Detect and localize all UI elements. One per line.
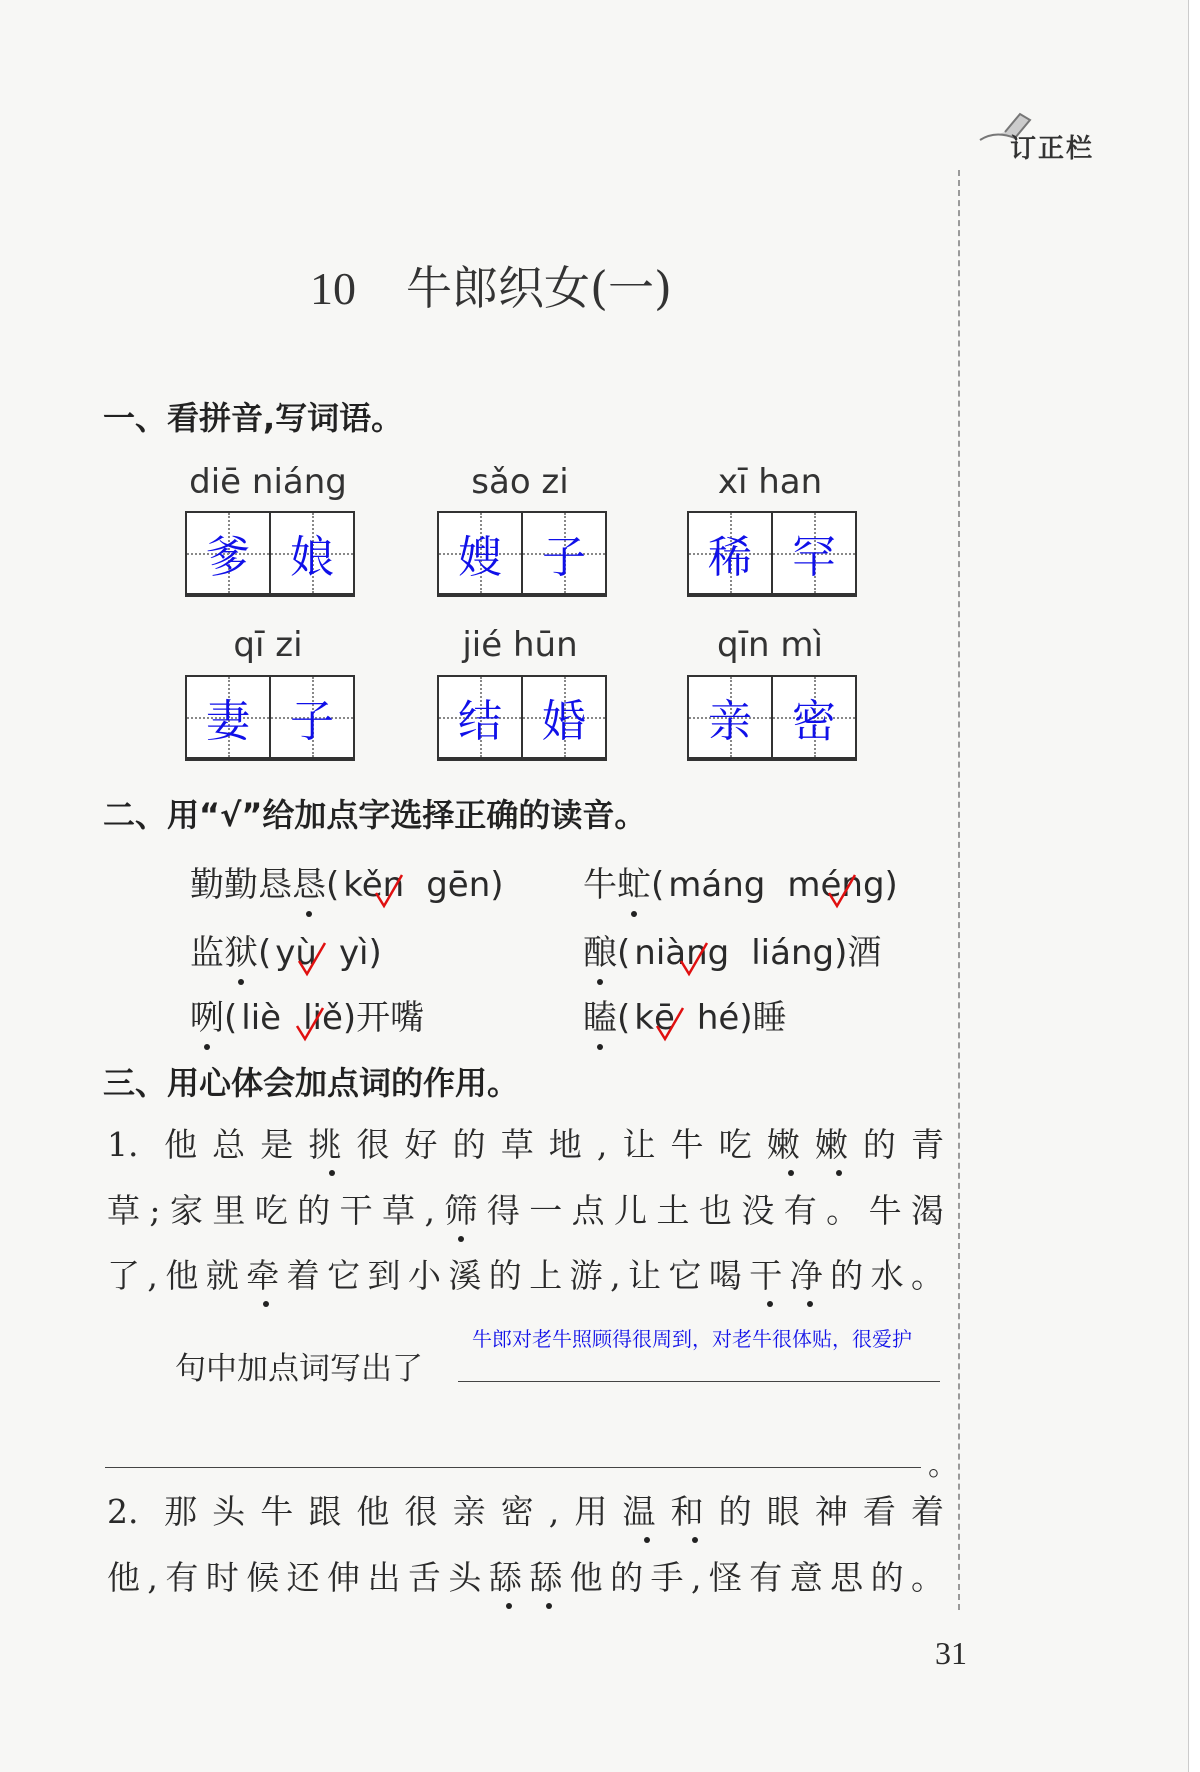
- lesson-name: 牛郎织女(一): [406, 261, 672, 315]
- text-segment: 了,他就: [107, 1256, 247, 1295]
- text-segment: 的眼神看着: [718, 1492, 945, 1531]
- pinyin-option[interactable]: yì: [338, 933, 369, 973]
- pinyin-label: qī zi: [233, 625, 303, 665]
- writing-box[interactable]: [687, 511, 857, 597]
- pinyin-option[interactable]: liáng: [751, 933, 835, 973]
- handwritten-answer: 亲: [708, 696, 752, 747]
- text-segment: 很好的草地,让牛吃: [356, 1125, 767, 1164]
- word-suffix: 开嘴: [356, 998, 425, 1038]
- choice-item: 瞌( kē hé)睡: [583, 990, 787, 1039]
- pinyin-label: diē niáng: [189, 462, 347, 502]
- text-segment: 2. 那头牛跟他很亲密,用: [107, 1492, 623, 1531]
- paragraph-line: [107, 1558, 945, 1597]
- answer-end-period: 。: [928, 1448, 958, 1483]
- writing-box[interactable]: [437, 511, 607, 597]
- section1-heading: 一、看拼音,写词语。: [103, 399, 404, 437]
- writing-cell: [269, 677, 353, 757]
- writing-cell: [771, 513, 855, 593]
- choice-item: 酿( niàng liáng)酒: [583, 925, 881, 974]
- text-segment: 的青: [862, 1125, 945, 1164]
- emphasized-character: 嫩: [766, 1125, 815, 1164]
- text-segment: 1. 他总是: [107, 1125, 309, 1164]
- paragraph-line: [107, 1256, 945, 1295]
- checkmark-icon: [297, 941, 327, 977]
- writing-cell: [439, 677, 521, 757]
- paragraph-line: [107, 1492, 945, 1531]
- word-prefix: 监: [190, 933, 224, 973]
- writing-cell: [771, 677, 855, 757]
- question1-prompt: 句中加点词写出了: [175, 1351, 423, 1387]
- pinyin-option[interactable]: yù: [275, 933, 317, 973]
- dotted-character: 咧: [190, 998, 224, 1038]
- pinyin-option[interactable]: méng: [787, 865, 885, 905]
- word-suffix: 酒: [847, 933, 882, 973]
- choice-item: 勤勤恳恳( kěn gēn): [190, 857, 504, 906]
- page-number: 31: [935, 1635, 967, 1671]
- page-edge: [1188, 0, 1200, 1772]
- pinyin-label: jié hūn: [462, 625, 578, 665]
- writing-cell: [187, 677, 269, 757]
- writing-cell: [269, 513, 353, 593]
- choice-item: 咧( liè liě )开嘴: [190, 990, 424, 1039]
- pinyin-option[interactable]: niàng: [634, 933, 730, 973]
- pinyin-label: xī han: [717, 462, 823, 502]
- emphasized-character: 和: [670, 1492, 719, 1531]
- writing-cell: [187, 513, 269, 593]
- emphasized-character: 挑: [308, 1125, 357, 1164]
- writing-cell: [689, 677, 771, 757]
- pinyin-option[interactable]: gēn: [426, 865, 491, 905]
- emphasized-character: 净: [789, 1256, 831, 1295]
- emphasized-character: 牵: [246, 1256, 287, 1295]
- paragraph-line: [107, 1191, 945, 1230]
- handwritten-answer: 稀: [708, 532, 752, 583]
- dotted-character: 狱: [224, 933, 258, 973]
- lesson-title: [310, 252, 672, 318]
- writing-cell: [439, 513, 521, 593]
- word-prefix: 勤勤恳: [190, 865, 292, 905]
- word-suffix: 睡: [752, 998, 787, 1038]
- writing-box[interactable]: [185, 511, 355, 597]
- checkmark-icon: [827, 873, 857, 909]
- handwritten-answer: 娘: [290, 532, 334, 583]
- pinyin-option[interactable]: liè: [241, 998, 282, 1038]
- handwritten-answer: 婚: [542, 696, 586, 747]
- writing-box[interactable]: [687, 675, 857, 761]
- pinyin-label: sǎo zi: [471, 462, 569, 502]
- handwritten-answer: 密: [792, 696, 836, 747]
- checkmark-icon: [374, 873, 404, 909]
- checkmark-icon: [679, 941, 709, 977]
- pinyin-option[interactable]: liě: [303, 998, 343, 1038]
- text-segment: 他的手,怪有意思的。: [569, 1558, 945, 1597]
- handwritten-answer: 结: [458, 696, 502, 747]
- handwritten-answer: 妻: [206, 696, 250, 747]
- text-segment: 的水。: [830, 1256, 945, 1295]
- dotted-character: 瞌: [583, 998, 617, 1038]
- emphasized-character: 舔: [529, 1558, 570, 1597]
- handwritten-answer: 罕: [792, 532, 836, 583]
- pinyin-option[interactable]: kěn: [343, 865, 405, 905]
- dotted-character: 恳: [292, 865, 326, 905]
- handwritten-answer: 子: [290, 696, 334, 747]
- emphasized-character: 嫩: [814, 1125, 863, 1164]
- pinyin-option[interactable]: máng: [668, 865, 766, 905]
- choice-item: 牛虻( máng méng ): [583, 857, 898, 906]
- writing-cell: [521, 677, 605, 757]
- text-segment: 他,有时候还伸出舌头: [107, 1558, 489, 1597]
- checkmark-icon: [655, 1006, 685, 1042]
- handwritten-answer: 子: [542, 532, 586, 583]
- text-segment: 草;家里吃的干草,: [107, 1191, 435, 1230]
- section2-heading: 二、用“√”给加点字选择正确的读音。: [103, 796, 647, 834]
- checkmark-icon: [295, 1006, 325, 1042]
- section3-heading: 三、用心体会加点词的作用。: [103, 1064, 520, 1102]
- correction-column-label: 订正栏: [1010, 134, 1095, 164]
- writing-cell: [689, 513, 771, 593]
- pinyin-option[interactable]: kē: [634, 998, 675, 1038]
- word-prefix: 牛: [583, 865, 617, 905]
- paragraph-line: [107, 1125, 945, 1164]
- answer-line-1: [458, 1381, 940, 1382]
- emphasized-character: 舔: [488, 1558, 530, 1597]
- writing-box[interactable]: [185, 675, 355, 761]
- correction-column-divider: [958, 170, 960, 1610]
- handwritten-answer: 爹: [206, 532, 250, 583]
- choice-item: 监狱( yù yì): [190, 925, 382, 974]
- question1-answer[interactable]: 牛郎对老牛照顾得很周到，对老牛很体贴，很爱护: [472, 1327, 912, 1351]
- text-segment: 得一点儿土也没有。牛渴: [486, 1191, 945, 1230]
- writing-box[interactable]: [437, 675, 607, 761]
- dotted-character: 酿: [583, 933, 617, 973]
- answer-line-2: [105, 1467, 921, 1468]
- pinyin-label: qīn mì: [717, 625, 823, 665]
- text-segment: 着它到小溪的上游,让它喝: [286, 1256, 750, 1295]
- dotted-character: 虻: [617, 865, 651, 905]
- lesson-number: 10: [310, 263, 356, 314]
- emphasized-character: 筛: [434, 1191, 487, 1230]
- emphasized-character: 温: [622, 1492, 671, 1531]
- handwritten-answer: 嫂: [458, 532, 502, 583]
- pinyin-option[interactable]: hé: [696, 998, 740, 1038]
- emphasized-character: 干: [749, 1256, 790, 1295]
- writing-cell: [521, 513, 605, 593]
